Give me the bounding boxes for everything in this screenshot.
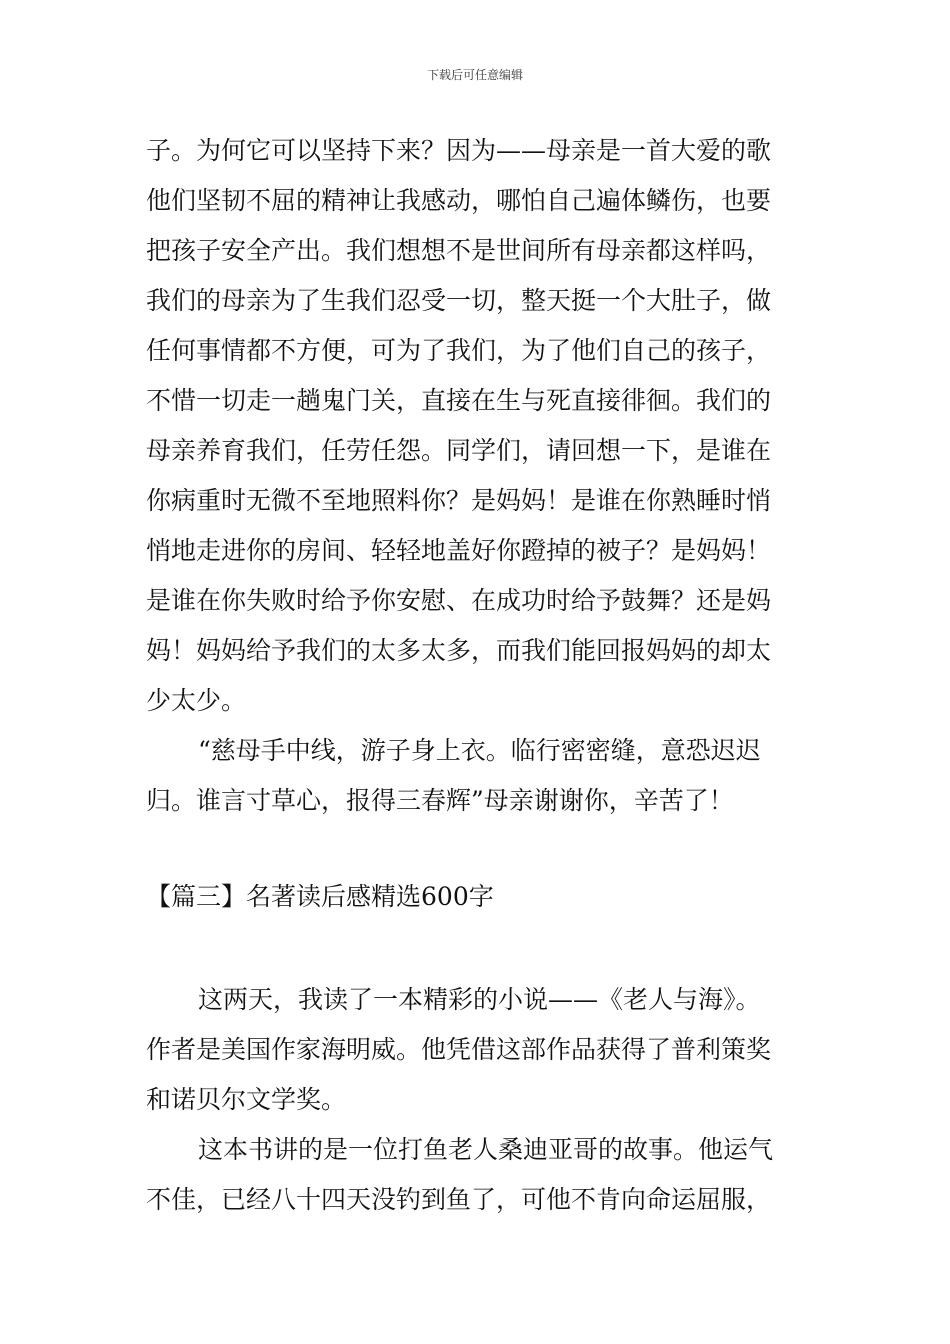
paragraph-line: 妈！妈妈给予我们的太多太多，而我们能回报妈妈的却太 [146, 636, 772, 665]
paragraph-line: 这本书讲的是一位打鱼老人桑迪亚哥的故事。他运气 [198, 1135, 774, 1164]
paragraph-line: 是谁在你失败时给予你安慰、在成功时给予鼓舞？还是妈 [146, 586, 772, 615]
paragraph-line: 任何事情都不方便，可为了我们，为了他们自己的孩子， [146, 336, 772, 365]
paragraph-line: 把孩子安全产出。我们想想不是世间所有母亲都这样吗， [146, 236, 772, 265]
paragraph-line: 少太少。 [146, 686, 247, 715]
quote-line: 归。谁言寸草心，报得三春辉”母亲谢谢你，辛苦了！ [146, 786, 734, 815]
paragraph-line: 我们的母亲为了生我们忍受一切，整天挺一个大肚子，做 [146, 286, 772, 315]
paragraph-line: 不惜一切走一趟鬼门关，直接在生与死直接徘徊。我们的 [146, 386, 772, 415]
paragraph-line: 他们坚韧不屈的精神让我感动，哪怕自己遍体鳞伤，也要 [146, 186, 772, 215]
quote-line: “慈母手中线，游子身上衣。临行密密缝，意恐迟迟 [198, 736, 761, 765]
section-heading: 【篇三】名著读后感精选600字 [146, 882, 494, 911]
paragraph-line: 这两天，我读了一本精彩的小说——《老人与海》。 [198, 985, 761, 1014]
paragraph-line: 子。为何它可以坚持下来？因为——母亲是一首大爱的歌 [146, 136, 772, 165]
paragraph-line: 不佳，已经八十四天没钓到鱼了，可他不肯向命运屈服， [146, 1185, 772, 1214]
paragraph-line: 作者是美国作家海明威。他凭借这部作品获得了普利策奖 [146, 1035, 772, 1064]
paragraph-line: 和诺贝尔文学奖。 [146, 1085, 347, 1114]
page-header: 下载后可任意编辑 [426, 68, 523, 82]
paragraph-line: 悄地走进你的房间、轻轻地盖好你蹬掉的被子？是妈妈！ [146, 536, 772, 565]
paragraph-line: 母亲养育我们，任劳任怨。同学们，请回想一下，是谁在 [146, 436, 772, 465]
paragraph-line: 你病重时无微不至地照料你？是妈妈！是谁在你熟睡时悄 [146, 486, 772, 515]
